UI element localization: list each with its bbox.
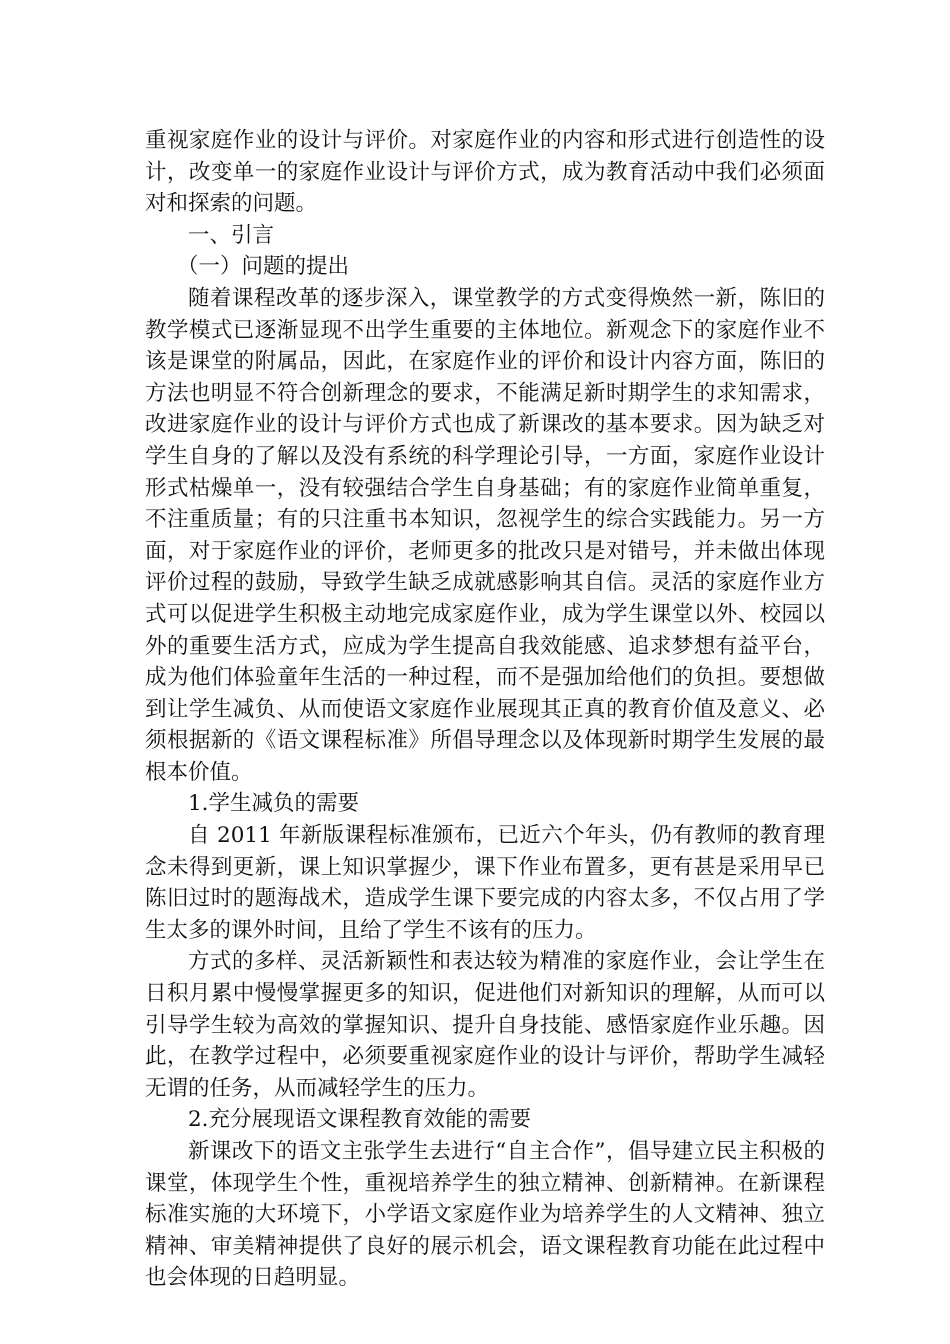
heading-reduce-burden: 1.学生减负的需要	[188, 791, 360, 817]
paragraph-homework-variety: 方式的多样、灵活新颖性和表达较为精准的家庭作业，会让学生在日积月累中慢慢掌握更多的知识，促进他们对新知识的理解，从而可以引导学生较为高效的掌握知识、提升自身技能、感悟家庭作业乐趣。因此，在教学过程中，必须要重视家庭作业的设计与评价，帮助学生减轻无谓的任务，从而减轻学生的压力。	[145, 949, 825, 1101]
paragraph-problem-statement: 随着课程改革的逐步深入，课堂教学的方式变得焕然一新，陈旧的教学模式已逐渐显现不出学生重要的主体地位。新观念下的家庭作业不该是课堂的附属品，因此，在家庭作业的评价和设计内容方面，陈旧的方法也明显不符合创新理念的要求，不能满足新时期学生的求知需求，改进家庭作业的设计与评价方式也成了新课改的基本要求。因为缺乏对学生自身的了解以及没有系统的科学理论引导，一方面，家庭作业设计形式枯燥单一，没有较强结合学生自身基础；有的家庭作业简单重复，不注重质量；有的只注重书本知识，忽视学生的综合实践能力。另一方面，对于家庭作业的评价，老师更多的批改只是对错号，并未做出体现评价过程的鼓励，导致学生缺乏成就感影响其自信。灵活的家庭作业方式可以促进学生积极主动地完成家庭作业，成为学生课堂以外、校园以外的重要生活方式，应成为学生提高自我效能感、追求梦想有益平台，成为他们体验童年生活的一种过程，而不是强加给他们的负担。要想做到让学生减负、从而使语文家庭作业展现其正真的教育价值及意义、必须根据新的《语文课程标准》所倡导理念以及体现新时期学生发展的最根本价值。	[145, 285, 825, 785]
heading-chinese-curriculum-efficacy: 2.充分展现语文课程教育效能的需要	[188, 1107, 532, 1133]
paragraph-new-curriculum: 新课改下的语文主张学生去进行“自主合作”，倡导建立民主积极的课堂，体现学生个性，重视培养学生的独立精神、创新精神。在新课程标准实施的大环境下，小学语文家庭作业为培养学生的人文精神、独立精神、审美精神提供了良好的展示机会，语文课程教育功能在此过程中也会体现的日趋明显。	[145, 1139, 825, 1291]
subsection-heading-problem: （一）问题的提出	[177, 254, 350, 280]
paragraph-curriculum-standard: 自 2011 年新版课程标准颁布，已近六个年头，仍有教师的教育理念未得到更新，课上知识掌握少，课下作业布置多，更有甚是采用早已陈旧过时的题海战术，造成学生课下要完成的内容太多，不仅占用了学生太多的课外时间，且给了学生不该有的压力。	[145, 823, 825, 943]
section-heading-introduction: 一、引言	[188, 222, 275, 248]
document-page	[145, 125, 825, 1294]
paragraph-intro: 重视家庭作业的设计与评价。对家庭作业的内容和形式进行创造性的设计，改变单一的家庭作业设计与评价方式，成为教育活动中我们必须面对和探索的问题。	[145, 128, 825, 217]
